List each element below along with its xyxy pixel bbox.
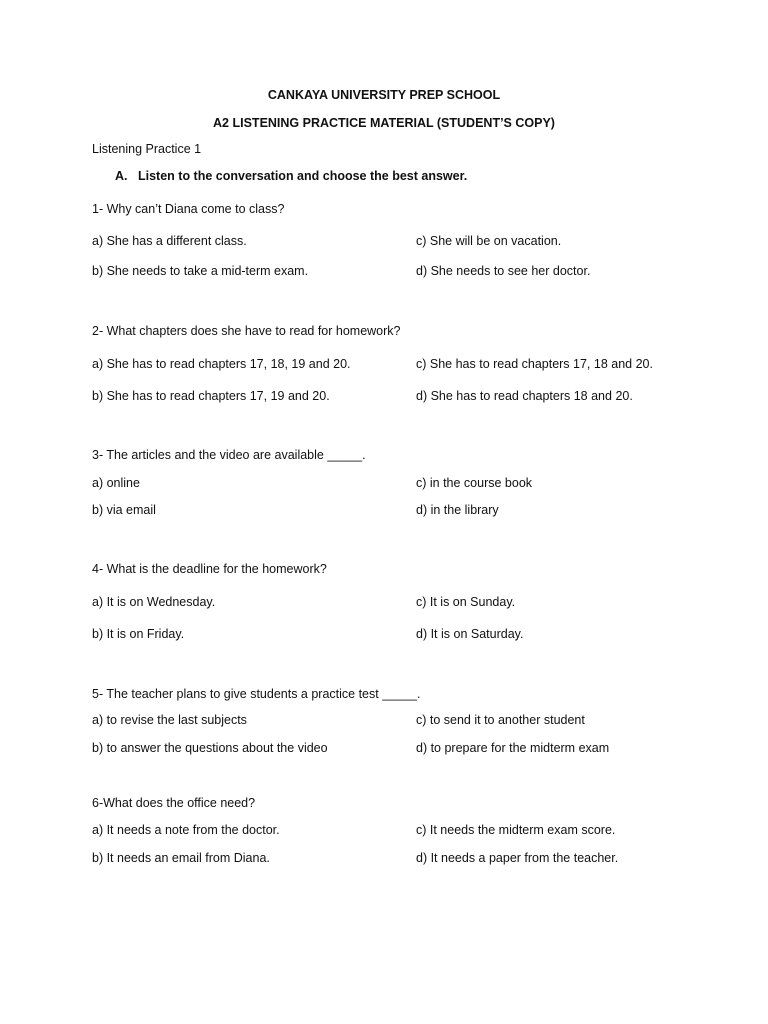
- question-6: 6-What does the office need?: [92, 796, 256, 810]
- q1-option-b: b) She needs to take a mid-term exam.: [92, 264, 309, 278]
- q2-option-c: c) She has to read chapters 17, 18 and 20.: [416, 357, 653, 371]
- q5-option-c: c) to send it to another student: [416, 713, 585, 727]
- question-1: 1- Why can’t Diana come to class?: [92, 202, 285, 216]
- q5-option-d: d) to prepare for the midterm exam: [416, 741, 610, 755]
- q2-option-a: a) She has to read chapters 17, 18, 19 and 20.: [92, 357, 351, 371]
- q1-option-c: c) She will be on vacation.: [416, 234, 562, 248]
- q4-option-d: d) It is on Saturday.: [416, 627, 524, 641]
- question-3: 3- The articles and the video are available _____.: [92, 448, 366, 462]
- question-4: 4- What is the deadline for the homework?: [92, 562, 327, 576]
- question-5: 5- The teacher plans to give students a practice test _____.: [92, 687, 421, 701]
- q5-option-b: b) to answer the questions about the video: [92, 741, 328, 755]
- q6-option-b: b) It needs an email from Diana.: [92, 851, 270, 865]
- q6-option-c: c) It needs the midterm exam score.: [416, 823, 616, 837]
- school-title: CANKAYA UNIVERSITY PREP SCHOOL: [267, 88, 501, 102]
- q3-option-c: c) in the course book: [416, 476, 533, 490]
- q6-option-a: a) It needs a note from the doctor.: [92, 823, 280, 837]
- q3-option-a: a) online: [92, 476, 140, 490]
- q3-option-d: d) in the library: [416, 503, 499, 517]
- section-letter: A.: [115, 169, 128, 183]
- section-instruction: Listen to the conversation and choose the best answer.: [138, 169, 468, 183]
- q1-option-a: a) She has a different class.: [92, 234, 247, 248]
- q4-option-b: b) It is on Friday.: [92, 627, 185, 641]
- q2-option-b: b) She has to read chapters 17, 19 and 20.: [92, 389, 330, 403]
- q4-option-a: a) It is on Wednesday.: [92, 595, 216, 609]
- q2-option-d: d) She has to read chapters 18 and 20.: [416, 389, 633, 403]
- q6-option-d: d) It needs a paper from the teacher.: [416, 851, 619, 865]
- practice-label: Listening Practice 1: [92, 142, 202, 156]
- q4-option-c: c) It is on Sunday.: [416, 595, 516, 609]
- q5-option-a: a) to revise the last subjects: [92, 713, 247, 727]
- question-2: 2- What chapters does she have to read for homework?: [92, 324, 401, 338]
- material-title: A2 LISTENING PRACTICE MATERIAL (STUDENT’S COPY): [213, 116, 555, 130]
- q3-option-b: b) via email: [92, 503, 156, 517]
- q1-option-d: d) She needs to see her doctor.: [416, 264, 591, 278]
